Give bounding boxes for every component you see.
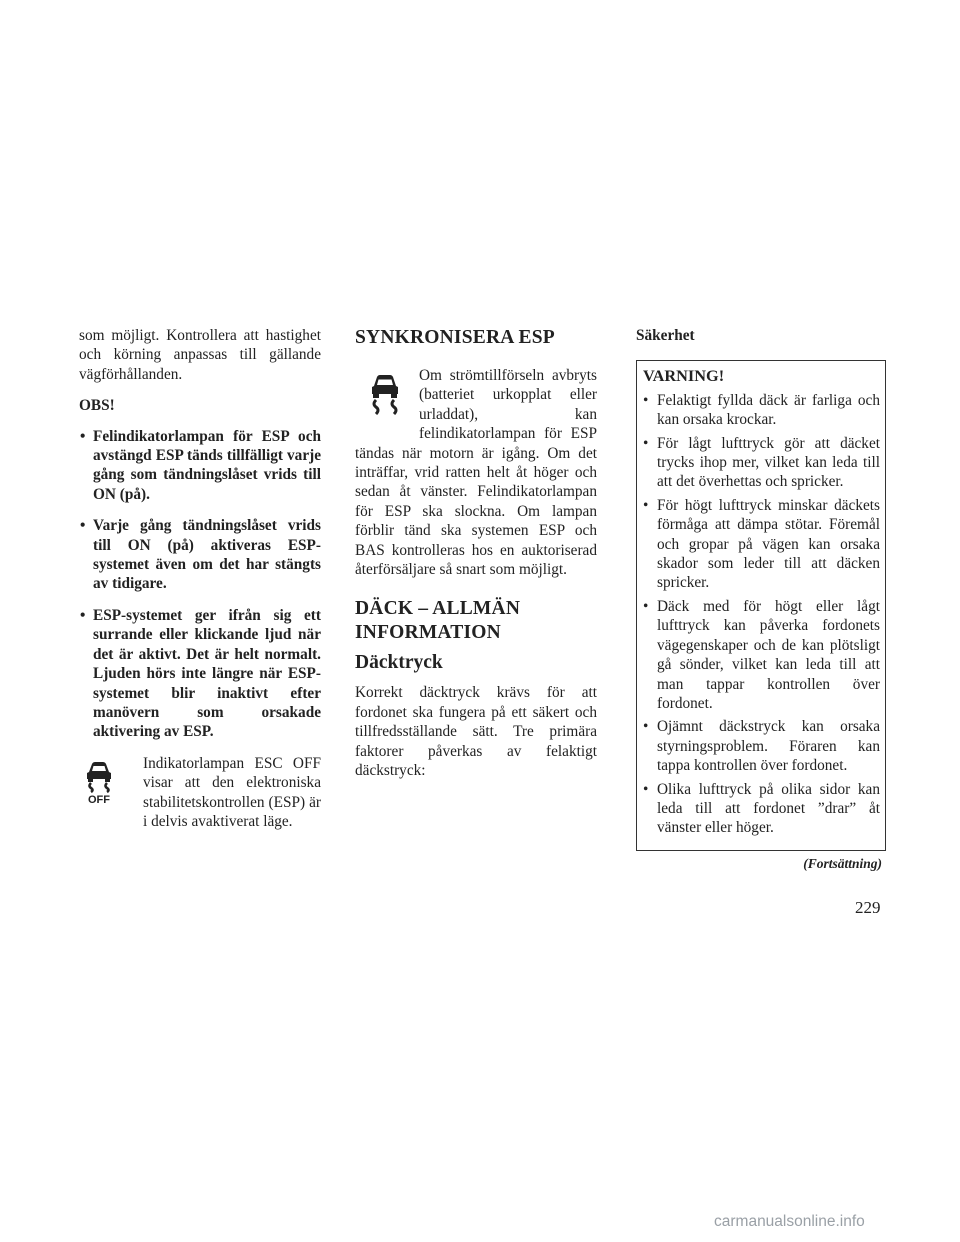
esc-off-paragraph [79, 754, 321, 832]
esp-warning-icon [355, 370, 415, 440]
continued-note: (Fortsättning) [803, 855, 882, 871]
column-middle [355, 326, 597, 781]
warning-item: • För högt lufttryck minskar däckets förmåga att dämpa stötar. Föremål och gropar på vägen kan orsaka skador som leder till att däcken spricker. [643, 496, 880, 593]
heading-synkronisera-esp: SYNKRONISERA ESP [355, 327, 555, 348]
dacktryck-paragraph: Korrekt däcktryck krävs för att fordonet ska fungera på ett säkert och tillfredsställande sätt. Tre primära faktorer påverkas av felaktigt däckstryck: [355, 684, 597, 780]
obs-bullet: • Felindikatorlampan för ESP och avstängd ESP tänds tillfälligt varje gång som tändningslåset vrids till ON (på). [79, 427, 321, 505]
obs-bullet: • Varje gång tändningslåset vrids till ON (på) aktiveras ESP-systemet även om det har stängts av tidigare. [79, 516, 321, 594]
warning-item: • Däck med för högt eller lågt lufttryck kan påverka fordonets vägegenskaper och de kan plötsligt gå sönder, vilket kan leda till att man tappar kontrollen över fordonet. [643, 597, 880, 713]
watermark: carmanualsonline.info [714, 1213, 865, 1230]
obs-label: OBS! [79, 397, 115, 415]
obs-bullet: • ESP-systemet ger ifrån sig ett surrande eller klickande ljud när det är aktivt. Det är helt normalt. Ljuden hörs inte längre när ESP-systemet blir inaktivt efter manövern som orsakade aktivering av ESP. [79, 606, 321, 742]
esc-off-text: Indikatorlampan ESC OFF visar att den elektroniska stabilitetskontrollen (ESP) är i delvis avaktiverat läge. [143, 754, 321, 830]
warning-item: • För lågt lufttryck gör att däcket trycks ihop mer, vilket kan leda till att det överhettas och spricker. [643, 434, 880, 492]
esc-off-icon-label: OFF [88, 793, 110, 804]
warning-list [643, 391, 880, 838]
sync-paragraph: Om strömtillförseln avbryts (batteriet urkopplat eller urladdat), kan felindikatorlampan för ESP tändas när motorn är igång. Om det inträffar, vrid ratten helt åt höger och sedan åt vänster. Felindikatorlampan för ESP ska slockna. Om lampan förblir tänd ska systemen ESP och BAS kontrolleras hos en auktoriserad återförsäljare så snart som möjligt. [355, 367, 597, 579]
esc-off-icon [81, 758, 117, 809]
warning-box [636, 360, 886, 850]
intro-paragraph: som möjligt. Kontrollera att hastighet och körning anpassas till gällande vägförhållanden. [79, 327, 321, 383]
obs-bullet-list [79, 427, 321, 742]
warning-item: • Felaktigt fyllda däck är farliga och kan orsaka krockar. [643, 391, 880, 430]
heading-dack-allman-information: DÄCK – ALLMÄN INFORMATION [355, 598, 521, 644]
section-label-sakerhet: Säkerhet [636, 327, 695, 344]
subheading-dacktryck: Däcktryck [355, 652, 443, 674]
column-left [79, 326, 321, 831]
page-number: 229 [855, 898, 881, 917]
warning-item: • Ojämnt däckstryck kan orsaka styrningsproblem. Föraren kan tappa kontrollen över fordonet. [643, 717, 880, 775]
warning-item: • Olika lufttryck på olika sidor kan leda till att fordonet ”drar” åt vänster eller höger. [643, 780, 880, 838]
column-right [636, 326, 886, 873]
warning-title: VARNING! [643, 366, 725, 386]
